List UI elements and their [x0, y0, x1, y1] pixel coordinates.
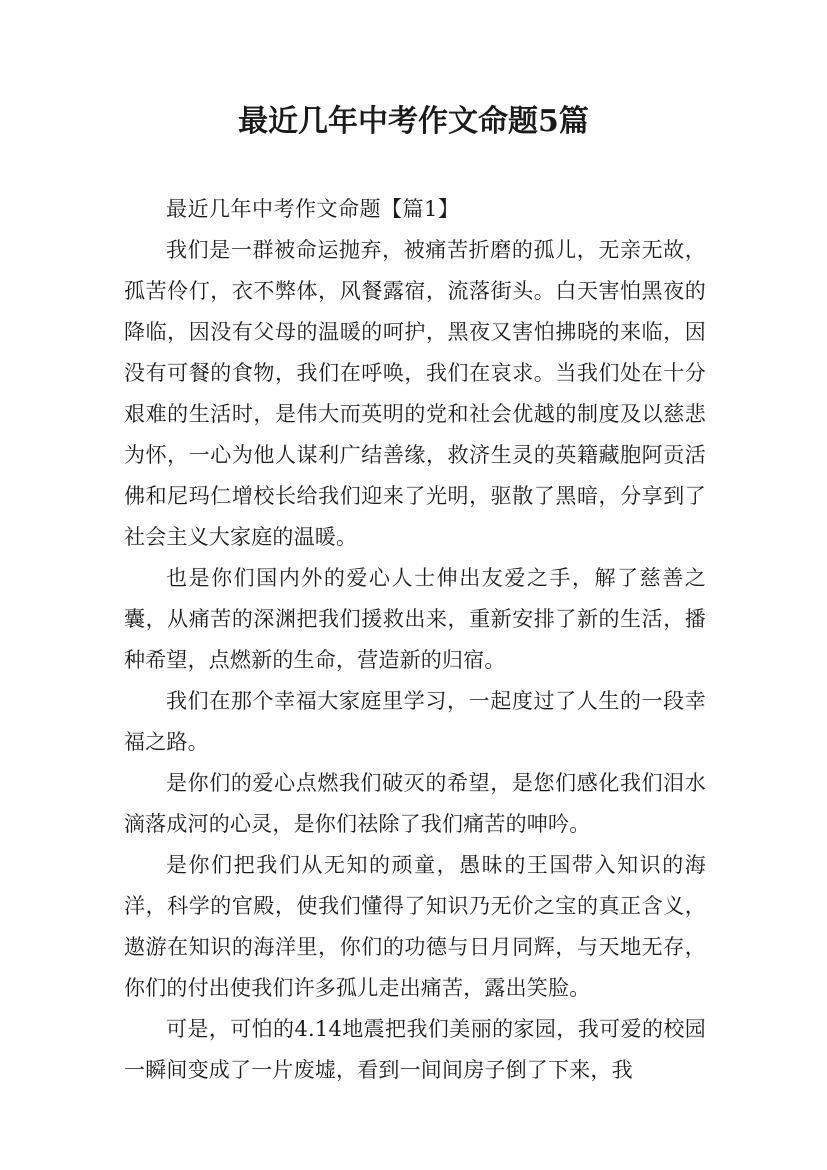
paragraph-6: 可是，可怕的4.14地震把我们美丽的家园，我可爱的校园一瞬间变成了一片废墟，看到一间间房子倒了下来，我 [124, 1017, 706, 1082]
document-body [124, 189, 706, 1091]
paragraph-2: 也是你们国内外的爱心人士伸出友爱之手，解了慈善之囊，从痛苦的深渊把我们援救出来，重新安排了新的生活，播种希望，点燃新的生命，营造新的归宿。 [124, 566, 706, 672]
document-title: 最近几年中考作文命题5篇 [238, 104, 589, 139]
paragraph-5: 是你们把我们从无知的顽童，愚昧的王国带入知识的海洋，科学的官殿，使我们懂得了知识乃无价之宝的真正含义，遨游在知识的海洋里，你们的功德与日月同辉，与天地无存，你们的付出使我们许多孤儿走出痛苦，露出笑脸。 [124, 853, 706, 1000]
paragraph-1: 我们是一群被命运抛弃，被痛苦折磨的孤儿，无亲无故，孤苦伶仃，衣不弊体，风餐露宿，流落街头。白天害怕黑夜的降临，因没有父母的温暖的呵护，黑夜又害怕拂晓的来临，因没有可餐的食物，我们在呼唤，我们在哀求。当我们处在十分艰难的生活时，是伟大而英明的党和社会优越的制度及以慈悲为怀，一心为他人谋利广结善缘，救济生灵的英籍藏胞阿贡活佛和尼玛仁增校长给我们迎来了光明，驱散了黑暗，分享到了社会主义大家庭的温暖。 [124, 238, 706, 549]
paragraph-3: 我们在那个幸福大家庭里学习，一起度过了人生的一段幸福之路。 [124, 689, 706, 754]
paragraph-4: 是你们的爱心点燃我们破灭的希望，是您们感化我们泪水滴落成河的心灵，是你们祛除了我们痛苦的呻吟。 [124, 771, 706, 836]
section-heading: 最近几年中考作文命题【篇1】 [166, 197, 460, 221]
